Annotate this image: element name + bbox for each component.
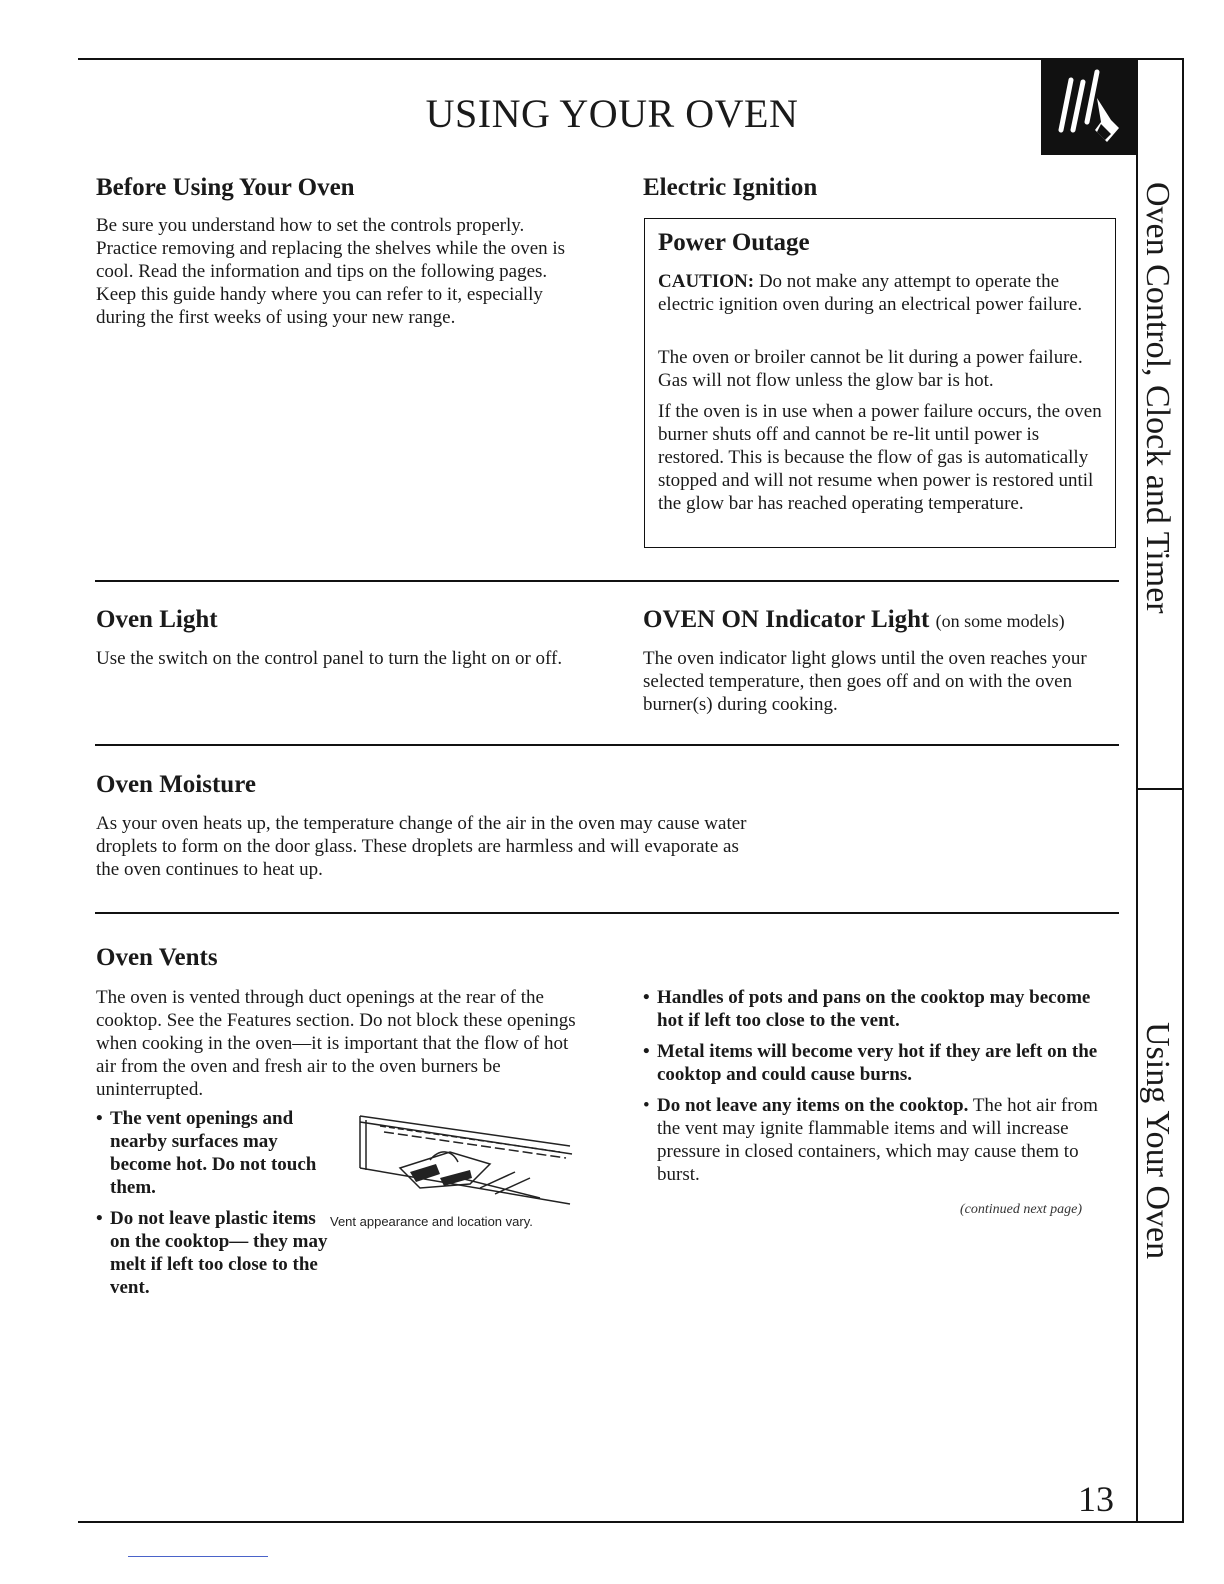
- electric-ignition-heading: Electric Ignition: [643, 174, 818, 201]
- oven-moisture-body: As your oven heats up, the temperature change of the air in the oven may cause water droplets to form on the door glass. These droplets are harmless and will evaporate as the oven continues to heat up.: [96, 813, 747, 880]
- power-outage-para-2: The oven or broiler cannot be lit during a power failure. Gas will not flow unless the glow bar is hot.: [658, 347, 1083, 391]
- vent-illustration: [340, 1108, 580, 1214]
- vent-warning-list-right: [643, 986, 1105, 1194]
- side-tab-top-label: Oven Control, Clock and Timer: [1139, 182, 1176, 614]
- side-tab-bottom-label: Using Your Oven: [1139, 1022, 1176, 1260]
- side-tab-divider: [1136, 788, 1184, 790]
- oven-moisture-heading: Oven Moisture: [96, 771, 256, 798]
- continued-note: (continued next page): [960, 1202, 1083, 1217]
- indicator-light-body: The oven indicator light glows until the oven reaches your selected temperature, then goes off and on with the oven burner(s) during cooking.: [643, 648, 1087, 715]
- section-divider-3: [95, 912, 1119, 914]
- section-divider-1: [95, 580, 1119, 582]
- caution-text: Do not make any attempt to operate the electric ignition oven during an electrical power failure.: [658, 271, 1083, 315]
- caution-paragraph: [658, 270, 1103, 316]
- page-title: USING YOUR OVEN: [425, 91, 799, 136]
- vent-warning-1: • The vent openings and nearby surfaces may become hot. Do not touch them.: [96, 1107, 336, 1199]
- indicator-light-title: OVEN ON Indicator Light: [643, 606, 930, 633]
- oven-vents-heading: Oven Vents: [96, 944, 218, 971]
- vent-warning-4: • Metal items will become very hot if they are left on the cooktop and could cause burns.: [643, 1040, 1105, 1086]
- vent-warning-3: • Handles of pots and pans on the cooktop may become hot if left too close to the vent.: [643, 986, 1105, 1032]
- oven-light-body: Use the switch on the control panel to turn the light on or off.: [96, 648, 563, 669]
- vent-warning-5-bold: Do not leave any items on the cooktop.: [657, 1095, 969, 1116]
- page-number: 13: [1078, 1479, 1114, 1519]
- oven-vents-body: The oven is vented through duct openings at the rear of the cooktop. See the Features section. Do not block these openings when cooking in the oven—it is important that the flow of hot air from the oven and fresh air to the oven burners be uninterrupted.: [96, 987, 576, 1100]
- section-divider-2: [95, 744, 1119, 746]
- before-using-body: Be sure you understand how to set the controls properly. Practice removing and replacing the shelves while the oven is cool. Read the information and tips on the following pages. Keep this guide handy where you can refer to it, especially during the first weeks of using your new range.: [96, 215, 566, 328]
- vent-warning-5: [643, 1094, 1105, 1186]
- bottom-link-line: [128, 1556, 268, 1557]
- bottom-rule: [78, 1521, 1184, 1523]
- power-outage-heading: Power Outage: [658, 229, 810, 256]
- indicator-light-note: (on some models): [935, 611, 1065, 631]
- before-using-heading: Before Using Your Oven: [96, 174, 355, 201]
- power-outage-para-3: If the oven is in use when a power failure occurs, the oven burner shuts off and cannot be re-lit until power is restored. This is because the flow of gas is automatically stopped and will not resume when power is restored until the glow bar has reached operating temperature.: [658, 401, 1102, 514]
- oven-light-heading: Oven Light: [96, 606, 218, 633]
- top-rule: [78, 58, 1184, 60]
- caution-label: CAUTION:: [658, 271, 755, 292]
- vent-warning-list-left: [96, 1107, 336, 1307]
- vent-caption: Vent appearance and location vary.: [330, 1214, 533, 1229]
- vent-warning-2: • Do not leave plastic items on the cooktop— they may melt if left too close to the vent.: [96, 1207, 336, 1299]
- vent-warning-5-text: The hot air from the vent may ignite flammable items and will increase pressure in closed containers, which may cause them to burst.: [657, 1095, 1098, 1185]
- side-tab-right-rule: [1182, 58, 1184, 1522]
- indicator-light-heading: [643, 606, 1065, 634]
